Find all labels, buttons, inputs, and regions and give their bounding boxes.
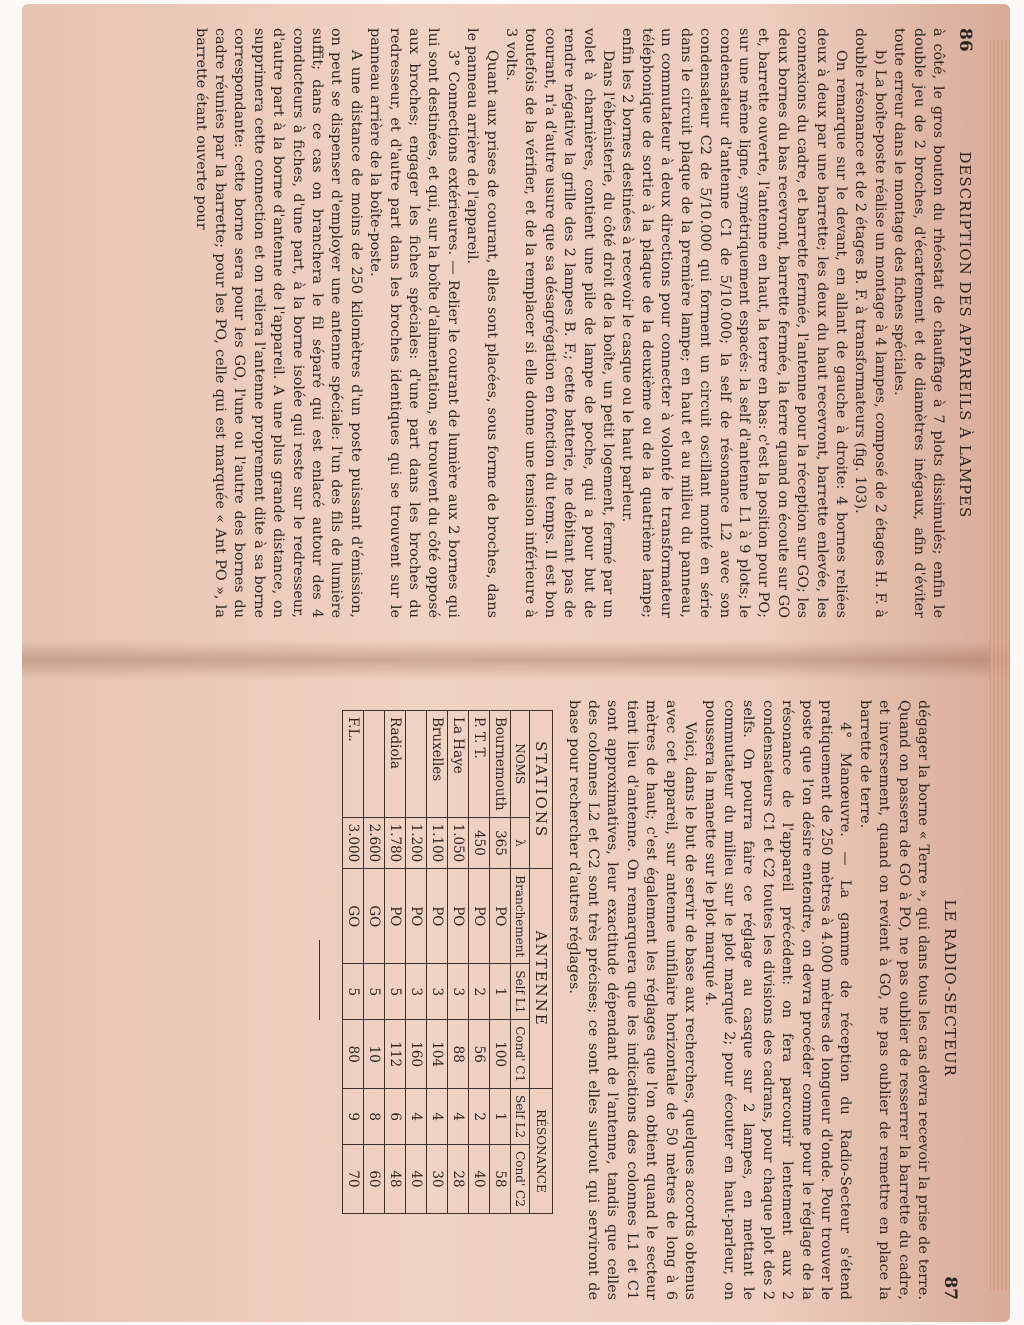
page-87: [60, 700, 960, 1300]
table-cell-c2: 70: [343, 1145, 364, 1214]
paragraph: Quant aux prises de courant, elles sont placées, sous forme de broches, dans le panneau arrière de l'appareil.: [464, 28, 500, 618]
th-resonance: RÉSONANCE: [530, 1089, 553, 1214]
table-cell-name: F.L.: [343, 711, 364, 818]
table-cell-l2: 9: [343, 1089, 364, 1145]
table-cell-c1: 10: [364, 1020, 385, 1089]
table-cell-name: [406, 711, 427, 818]
table-row: [406, 711, 427, 1214]
table-row: [448, 711, 469, 1214]
table-cell-l1: 5: [364, 964, 385, 1020]
table-cell-l2: 4: [427, 1089, 448, 1145]
paragraph: Dans l'ébénisterie, du côté droit de la boîte, un petit logement, fermé par un volet à charnières, contient une pile de lampe de poche, qui a pour but de rendre négative la grille des 2 lampes B. F.; cette batterie, ne débitant pas de courant, n'a d'autre usure que sa désagrégation en fonction du temps. Il est bon toutefois de la vérifier, et de la remplacer si elle donne une tension inférieure à 3 volts.: [503, 28, 617, 618]
table-cell-name: Radiola: [385, 711, 406, 818]
page-number-87: 87: [940, 1276, 960, 1300]
th-cond-c2: Cond' C2: [511, 1145, 530, 1214]
paragraph: Voici, dans le but de servir de base aux recherches, quelques accords obtenus avec cet appareil, sur antenne unifilaire horizontale de 50 mètres de long à 6 mètres de haut; c'est également les réglages que l'on obtient quand le secteur tient lieu d'antenne. On remarquera que les indications des colonnes L1 et C1 sont approximatives, leur exactitude dépendant de l'antenne, tandis que celles des colonnes L2 et C2 sont très précises; ce sont elles surtout qui serviront de base pour rechercher d'autres réglages.: [565, 700, 699, 1300]
th-stations: STATIONS: [530, 711, 553, 869]
table-cell-c1: 112: [385, 1020, 406, 1089]
table-cell-branch: GO: [343, 869, 364, 964]
table-cell-lambda: 365: [490, 817, 511, 869]
paragraph: On remarque sur le devant, en allant de gauche à droite: 4 bornes reliées deux à deux par une barrette; les deux du haut recevront, barrette enlevée, les connexions du cadre, et barrette fermée, l'antenne pour la réception sur GO; les deux bornes du bas recevront, barrette fermée, la terre quand on écoute sur GO et, barrette ouverte, l'antenne en haut, la terre en bas: c'est la position pour PO; sur une même ligne, symétriquement espacés: la self d'antenne L1 à 9 plots; le condensateur d'antenne C1 de 5/10.000; la self de résonance L2 avec son condensateur C2 de 5/10.000 qui forment un circuit oscillant monté en série dans le circuit plaque de la première lampe; en haut et au milieu du panneau, un commutateur à deux directions pour connecter à volonté le transformateur téléphonique de sortie à la plaque de la deuxième ou de la quatrième lampe; enfin les 2 bornes destinées à recevoir le casque ou le haut parleur.: [619, 28, 849, 618]
table-cell-c1: 80: [343, 1020, 364, 1089]
paragraph: dégager la borne « Terre », qui dans tous les cas devra recevoir la prise de terre. Quand on passera de GO à PO, ne pas oublier de resserrer la barrette du cadre, et inversement, quand on revient à GO, ne pas oublier de remettre en place la barrette de terre.: [856, 700, 931, 1300]
table-cell-c2: 48: [385, 1145, 406, 1214]
table-cell-l1: 3: [448, 964, 469, 1020]
th-lambda: λ: [511, 817, 530, 869]
table-cell-branch: PO: [490, 869, 511, 964]
table-cell-c1: 160: [406, 1020, 427, 1089]
paragraph: b) La boîte-poste réalise un montage à 4 lampes, composé de 2 étages H. F. à double résonance et de 2 étages B. F. à transformateurs (fig. 103).: [852, 28, 888, 618]
table-cell-l2: 8: [364, 1089, 385, 1145]
table-cell-branch: PO: [406, 869, 427, 964]
table-cell-branch: PO: [385, 869, 406, 964]
table-row: [427, 711, 448, 1214]
table-cell-l2: 2: [469, 1089, 490, 1145]
table-cell-l2: 6: [385, 1089, 406, 1145]
page-edges: [990, 40, 1010, 1290]
table-row: [385, 711, 406, 1214]
running-head-86: [955, 28, 975, 618]
table-cell-c1: 104: [427, 1020, 448, 1089]
table-cell-l1: 5: [385, 964, 406, 1020]
table-cell-l1: 5: [343, 964, 364, 1020]
th-self-l1: Self L1: [511, 964, 530, 1020]
running-head-87: [940, 700, 960, 1300]
table-cell-name: Bruxelles: [427, 711, 448, 818]
stations-table: [342, 710, 553, 1214]
table-row: [490, 711, 511, 1214]
table-cell-l2: 4: [448, 1089, 469, 1145]
table-cell-c2: 40: [406, 1145, 427, 1214]
page-number-86: 86: [955, 28, 975, 52]
paragraph: 4° Manœuvre. — La gamme de réception du Radio-Secteur s'étend pratiquement de 250 mètres à 4.000 mètres de longueur d'onde. Pour trouver le poste que l'on désire entendre, on devra procéder comme pour le réglage de la résonance de l'appareil précédent: on fera parcourir lentement aux 2 condensateurs C1 et C2 toutes les divisions des cadrans, pour chaque plot des 2 selfs. On pourra faire ce réglage au casque sur 2 lampes, en mettant le commutateur du milieu sur le plot marqué 2; pour écouter en haut-parleur, on poussera la manette sur le plot marqué 4.: [701, 700, 854, 1300]
table-cell-lambda: 450: [469, 817, 490, 869]
table-cell-branch: GO: [364, 869, 385, 964]
book-gutter: [22, 640, 1010, 680]
table-cell-lambda: 2.600: [364, 817, 385, 869]
table-cell-c2: 40: [469, 1145, 490, 1214]
end-rule: [319, 940, 320, 1020]
th-cond-c1: Cond' C1: [511, 1020, 530, 1089]
table-row: [364, 711, 385, 1214]
table-cell-c1: 100: [490, 1020, 511, 1089]
table-cell-branch: PO: [448, 869, 469, 964]
page-86: [95, 28, 975, 618]
table-cell-lambda: 3.000: [343, 817, 364, 869]
table-cell-branch: PO: [427, 869, 448, 964]
table-row: [343, 711, 364, 1214]
table-cell-lambda: 1.100: [427, 817, 448, 869]
th-antenne: ANTENNE: [530, 869, 553, 1089]
table-cell-lambda: 1.200: [406, 817, 427, 869]
table-cell-lambda: 1.050: [448, 817, 469, 869]
table-row: [469, 711, 490, 1214]
table-cell-name: [364, 711, 385, 818]
table-cell-l2: 1: [490, 1089, 511, 1145]
running-title-86: DESCRIPTION DES APPAREILS À LAMPES: [956, 151, 974, 519]
table-cell-c2: 60: [364, 1145, 385, 1214]
paragraph: A une distance de moins de 250 kilomètres d'un poste puissant d'émission, on peut se dispenser d'employer une antenne spéciale: l'un des fils de lumière suffit; dans ce cas on branchera le fil séparé qui est enlacé autour des 4 conducteurs à fiches, d'une part, à la borne isolée qui reste sur le redresseur, d'autre part à la borne d'antenne de l'appareil. A une plus grande distance, on supprimera cette connection et on reliera l'antenne proprement dite à sa borne correspondante: cette borne sera pour les GO, l'une ou l'autre des bornes du cadre réunies par la barrette; pour les PO, celle qui est marquée « Ant PO », la barrette étant ouverte pour: [192, 28, 364, 618]
table-cell-c1: 88: [448, 1020, 469, 1089]
table-cell-branch: PO: [469, 869, 490, 964]
table-cell-l1: 1: [490, 964, 511, 1020]
table-cell-lambda: 1.780: [385, 817, 406, 869]
th-branchement: Branchement: [511, 869, 530, 964]
table-cell-l1: 3: [427, 964, 448, 1020]
table-cell-c2: 58: [490, 1145, 511, 1214]
table-cell-c1: 56: [469, 1020, 490, 1089]
paragraph: 3° Connections extérieures. — Relier le courant de lumière aux 2 bornes qui lui sont destinées, et qui, sur la boîte d'alimentation, se trouvent du côté opposé aux broches; engager les fiches spéciales: d'une part dans les broches du redresseur, et d'autre part dans les broches identiques qui se trouvent sur le panneau arrière de la boîte-poste.: [367, 28, 461, 618]
table-cell-c2: 28: [448, 1145, 469, 1214]
table-cell-name: P. T. T.: [469, 711, 490, 818]
running-title-87: LE RADIO-SECTEUR: [941, 899, 959, 1077]
table-cell-c2: 30: [427, 1145, 448, 1214]
table-cell-l1: 2: [469, 964, 490, 1020]
table-cell-l1: 3: [406, 964, 427, 1020]
table-cell-name: La Haye: [448, 711, 469, 818]
th-self-l2: Self L2: [511, 1089, 530, 1145]
table-cell-name: Bournemouth: [490, 711, 511, 818]
table-cell-l2: 4: [406, 1089, 427, 1145]
th-noms: NOMS: [511, 711, 530, 818]
paragraph: à côté, le gros bouton du rhéostat de chauffage à 7 plots dissimulés; enfin le double jeu de 2 broches, d'écartement et de diamètres inégaux, afin d'éviter toute erreur dans le montage des fiches spéciales.: [891, 28, 946, 618]
